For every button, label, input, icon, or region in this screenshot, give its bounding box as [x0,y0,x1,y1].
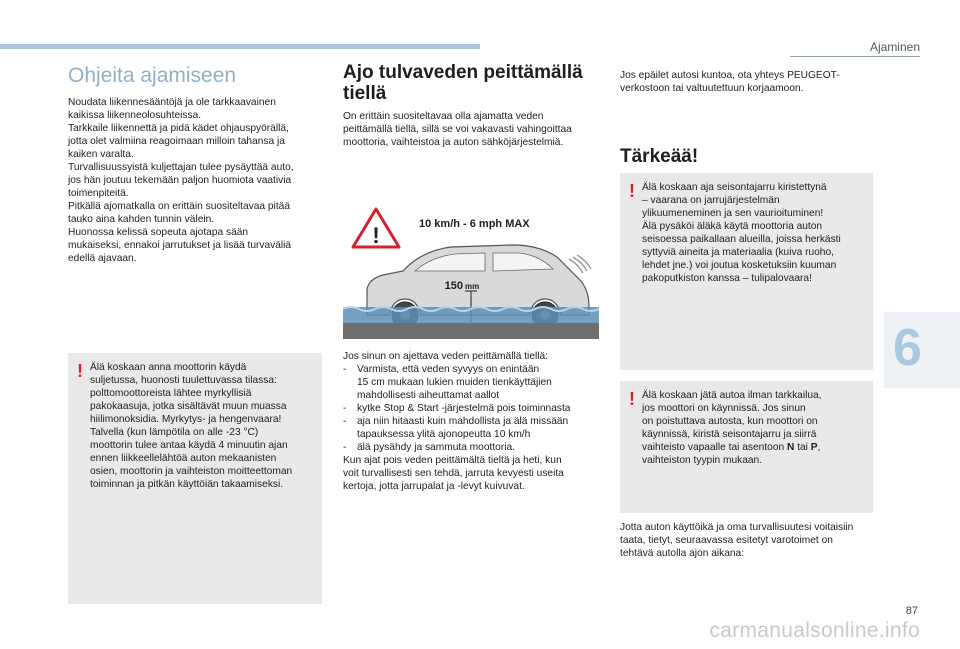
header-divider [790,56,920,57]
chapter-number: 6 [893,319,922,377]
warning-icon: ! [77,361,83,381]
list-intro: Jos sinun on ajettava veden peittämällä tiellä: [343,351,549,362]
parking-brake-warning-box [620,173,873,370]
peugeot-contact-note: Jos epäilet autosi kuntoa, ota yhteys PEUGEOT- verkostoon tai valtuutettuun korjaamoon. [620,70,840,94]
flooded-road-outro: Kun ajat pois veden peittämältä tieltä ja heti, kun voit turvallisesti sen tehdä, jarruta kevyesti useita kertoja, jotta jarrupalat ja -levyt kuivuvat. [343,455,564,492]
warning-triangle-mark: ! [372,223,380,248]
depth-value: 150 [444,280,463,292]
exhaust-warning-text: Älä koskaan anna moottorin käydä suljetussa, huonosti tuulettuvassa tilassa: polttomoottoreista lähtee myrkyllisiä pakokaasuja, jotka sisältävät muun muassa hiilimonoksidia. Myrkytys- ja hengenvaara! Talvella (kun lämpötila on alle -23 °C) moottorin tulee antaa käydä 4 minuutin ajan ennen liikkeellelähtöä auton mekaanisten osien, moottorin ja vaihteiston moitteettoman toiminnan ja pitkän käyttöiän takaamiseksi. [90,362,293,490]
important-title: Tärkeää! [620,146,699,167]
list-item: - Varmista, että veden syvyys on enintään 15 cm mukaan lukien muiden tienkäyttäjien mahdollisesti aiheuttamat aallot [343,364,552,401]
unattended-warning-box [620,381,873,513]
flooded-road-intro: On erittäin suositeltavaa olla ajamatta veden peittämällä tiellä, sillä se voi vakavasti vahingoittaa moottoria, vaihteistoa ja auton sähköjärjestelmiä. [343,111,572,148]
warning-icon: ! [629,389,635,409]
section-title: Ajaminen [869,40,920,54]
flooded-road-illustration [343,203,599,343]
page-number: 87 [905,605,918,617]
precautions-intro: Jotta auton käyttöikä ja oma turvallisuutesi voitaisiin taata, tietyt, seuraavassa esitetyt varotoimet on tehtävä autolla ajon aikana: [620,522,854,559]
flooded-road-section [343,62,599,149]
road-surface [343,323,599,339]
speed-limit-label: 10 km/h - 6 mph MAX [419,218,530,230]
flooded-road-instructions [343,350,599,493]
parking-brake-warning-text: Älä koskaan aja seisontajarru kiristettynä – vaarana on jarrujärjestelmän ylikuumeneminen ja sen vaurioituminen! Älä pysäköi äläkä käytä moottoria auton seisoessa paikallaan alueilla, joissa herkästi syttyviä aineita ja materiaalia (kuiva ruoho, lehdet jne.) voi joutua kosketuksiin kuuman pakoputkiston kanssa – tulipalovaara! [642,182,841,284]
unattended-warning-text: Älä koskaan jätä autoa ilman tarkkailua, jos moottori on käynnissä. Jos sinun on poistuttava autosta, kun moottori on käynnissä, kiristä seisontajarru ja siirrä vaihteisto vapaalle tai asentoon N tai P, vaihteiston tyypin mukaan. [642,390,822,466]
driving-tips-title: Ohjeita ajamiseen [68,64,237,87]
depth-unit: mm [465,282,480,291]
list-item: - aja niin hitaasti kuin mahdollista ja älä missään tapauksessa ylitä ajonopeutta 10 km/h [343,416,569,440]
list-item: - kytke Stop & Start -järjestelmä pois toiminnasta [343,403,571,414]
driving-tips-section [68,64,326,265]
warning-icon: ! [629,181,635,201]
flooded-road-title: Ajo tulvaveden peittämällä tiellä [343,62,583,104]
motion-lines [569,255,591,273]
watermark: carmanualsonline.info [709,619,920,642]
exhaust-warning-box [68,353,322,604]
list-item: - älä pysähdy ja sammuta moottoria. [343,442,515,453]
header-accent-bar [0,44,480,49]
driving-tips-body: Noudata liikennesääntöjä ja ole tarkkaavainen kaikissa liikenneolosuhteissa. Tarkkaile liikennettä ja pidä kädet ohjauspyörällä, jotta olet valmiina reagoimaan milloin tahansa ja kaiken varalta. Turvallisuussyistä kuljettajan tulee pysäyttää auto, jos hän joutuu tekemään paljon huomiota vaativia toimenpiteitä. Pitkällä ajomatkalla on erittäin suositeltavaa pitää tauko aina kahden tunnin välein. Huonossa kelissä sopeuta ajotapa sään mukaiseksi, ennakoi jarrutukset ja lisää turvaväliä edellä ajavaan. [68,97,294,264]
